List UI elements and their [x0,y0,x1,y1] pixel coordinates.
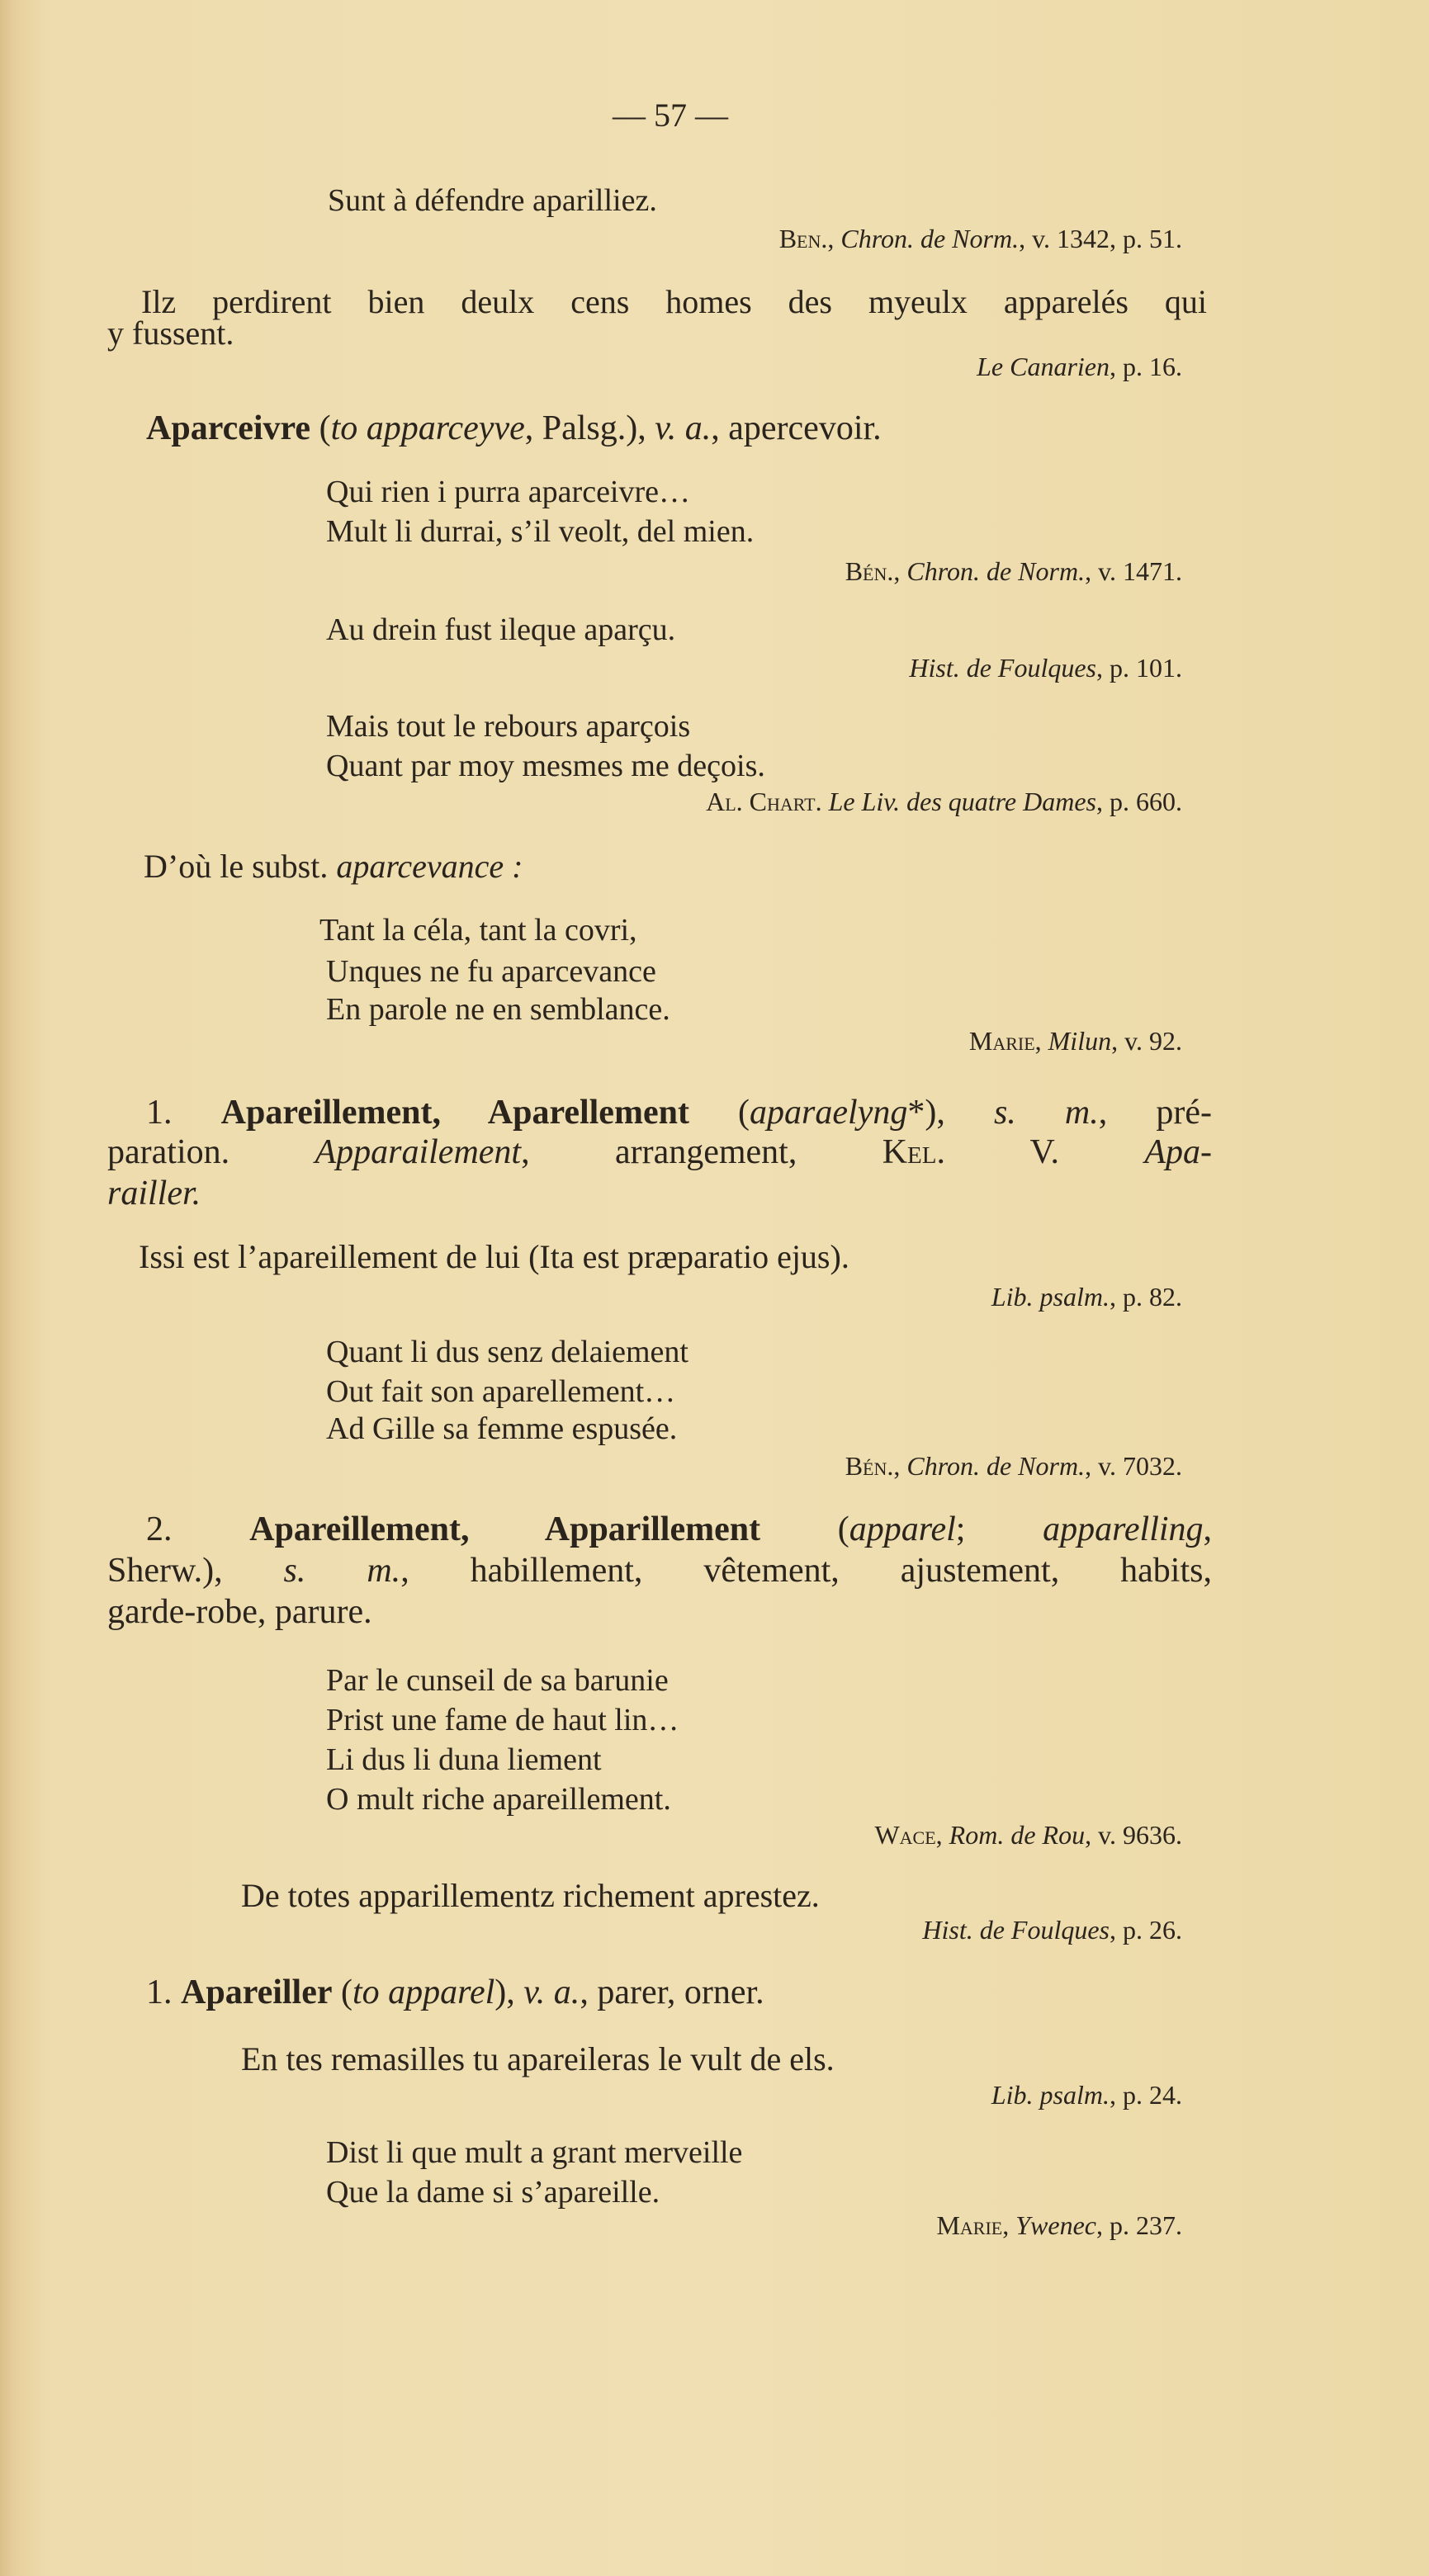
text-segment: En tes remasilles tu apareileras le vult de els. [241,2040,835,2077]
text-segment: Dist li que mult a grant merveille [326,2135,743,2171]
italic-text: to apparel [353,1973,495,2011]
italic-text: Rom. de Rou [949,1820,1086,1850]
text-segment: , habillement, vêtement, ajustement, habits, [400,1551,1212,1590]
text-segment: , v. 92. [1111,1026,1182,1056]
text-segment: — 57 — [613,97,728,134]
italic-text: v. a. [523,1973,580,2011]
text-line [141,283,1207,320]
text-segment: Ilz perdirent bien deulx cens homes des myeulx apparelés qui [141,283,1207,320]
text-segment: ( [332,1973,353,2011]
verse-line [326,1374,676,1410]
citation [969,1028,1182,1054]
headword: Aparceivre [146,409,311,447]
text-segment: De totes apparillementz richement aprestez. [241,1877,820,1914]
italic-text: Hist. de Foulques [922,1915,1110,1945]
citation [874,1822,1182,1848]
citation [779,225,1182,252]
text-line [241,2040,835,2077]
italic-text: to apparceyve [330,409,525,447]
text-segment: , p. 101. [1096,653,1182,683]
text-segment: , arrangement, [521,1132,882,1171]
italic-text: Milun [1048,1026,1112,1056]
text-segment: , v. 7032. [1085,1451,1182,1482]
text-segment: , p. 16. [1110,352,1182,382]
text-segment: , v. 1471. [1085,556,1182,587]
text-line [241,1879,820,1912]
citation [909,655,1182,681]
text-segment: paration. [107,1132,315,1171]
text-segment: Li dus li duna liement [326,1742,602,1778]
verse-line [326,1411,678,1447]
text-segment: ; [955,1510,1043,1548]
text-segment: , [893,556,907,587]
headword: Apareillement, Apparillement [249,1510,761,1548]
text-segment: Ad Gille sa femme espusée. [326,1411,678,1447]
italic-text: s. m. [993,1093,1099,1132]
author-name: Bén. [845,1451,894,1482]
verse-line [326,1742,602,1778]
text-segment: Unques ne fu aparcevance [326,954,656,990]
text-segment: garde-robe, parure. [107,1592,372,1631]
text-segment: Mult li durrai, s’il veolt, del mien. [326,514,755,550]
text-segment: Issi est l’apareillement de lui (Ita est præparatio ejus). [139,1238,849,1275]
verse-line [326,2177,660,2208]
entry-line [107,1592,372,1631]
text-segment: , p. 660. [1096,787,1182,817]
entry-line [146,411,882,446]
text-segment: , p. 24. [1110,2080,1182,2110]
text-segment: , v. 1342, p. 51. [1019,224,1182,254]
text-segment: Par le cunseil de sa barunie [326,1663,669,1699]
italic-text: Le Canarien [977,352,1110,382]
text-segment: , p. 237. [1096,2210,1182,2241]
text-segment: Sherw.), [107,1551,284,1590]
text-line [107,314,234,352]
text-segment: 1. [146,1973,181,2011]
verse-line [328,183,657,219]
italic-text: Ywenec [1015,2210,1096,2241]
text-segment: ( [310,409,331,447]
citation [991,1283,1182,1310]
page-number [0,99,1341,132]
italic-text: Hist. de Foulques [909,653,1096,683]
text-segment: Que la dame si s’apareille. [326,2175,660,2210]
text-segment: , [893,1451,907,1482]
text-segment: O mult riche apareillement. [326,1782,671,1817]
italic-text: aparaelyng [750,1093,908,1132]
verse-line [326,1784,671,1815]
headword: Apareiller [181,1973,333,2011]
text-segment: y fussent. [107,314,234,352]
entry-line [107,1132,1212,1171]
verse-line [326,1663,669,1699]
text-segment: Quant li dus senz delaiement [326,1335,688,1370]
text-segment: *), [907,1093,994,1132]
citation [977,353,1182,380]
text-segment: , [1034,1026,1048,1056]
text-segment: Au drein fust ileque aparçu. [326,612,676,648]
verse-line [326,2135,743,2171]
italic-text: Apparailement [315,1132,522,1171]
verse-line [326,1336,688,1368]
italic-text: Apa- [1144,1132,1212,1171]
entry-line [107,1553,1212,1588]
verse-line [326,1704,679,1736]
author-name: Ben. [778,224,828,254]
headword: Apareillement, Aparellement [220,1093,689,1132]
author-name: Kel. [882,1132,945,1171]
italic-text: Lib. psalm. [991,2080,1110,2110]
italic-text: apparel [849,1510,956,1548]
text-segment: , Palsg.), [524,409,655,447]
author-name: Marie [936,2210,1003,2241]
entry-line [146,1095,1212,1130]
text-segment: , pré- [1098,1093,1212,1132]
text-segment: , [1002,2210,1016,2241]
text-segment: En parole ne en semblance. [326,992,670,1028]
text-segment: Prist une fame de haut lin… [326,1703,679,1738]
verse-line [326,750,765,782]
text-segment: Out fait son aparellement… [326,1374,676,1410]
text-line [144,850,523,883]
citation [845,556,1182,587]
italic-text: Chron. de Norm. [906,1451,1086,1482]
text-segment: ( [760,1510,849,1548]
text-segment: 2. [146,1510,250,1548]
verse-line [326,992,670,1028]
italic-text: Chron. de Norm. [840,224,1020,254]
text-segment: Mais tout le rebours aparçois [326,709,691,744]
text-segment: Sunt à défendre aparilliez. [328,183,657,219]
verse-line [326,711,690,742]
author-name: Bén. [845,556,894,587]
text-segment: , parer, orner. [580,1973,764,2011]
verse-line [326,514,755,550]
text-segment: , v. 9636. [1085,1820,1182,1850]
author-name: Marie [968,1026,1035,1056]
verse-line [326,954,656,990]
text-segment: Quant par moy mesmes me deçois. [326,749,765,784]
citation [706,788,1182,815]
text-segment: , [935,1820,949,1850]
italic-text: Lib. psalm. [991,1282,1110,1312]
text-segment: 1. [146,1093,221,1132]
text-segment: ( [688,1093,750,1132]
citation [922,1917,1182,1943]
verse-line [326,476,690,508]
text-segment: D’où le subst. [144,848,337,885]
text-segment: , [827,224,841,254]
italic-text: s. m. [283,1551,401,1590]
text-line [139,1238,849,1275]
italic-text: v. a. [655,409,712,447]
entry-line [146,1975,764,2010]
italic-text: apparelling [1043,1510,1204,1548]
entry-line [146,1512,1212,1547]
entry-line [107,1176,201,1211]
author-name: Wace [874,1820,936,1850]
text-segment: , apercevoir. [711,409,882,447]
text-segment: ), [494,1973,524,2011]
citation [845,1451,1182,1482]
italic-text: aparcevance : [336,848,523,885]
text-segment [822,787,829,816]
italic-text: Chron. de Norm. [906,556,1086,587]
verse-line [326,612,676,648]
text-segment: Tant la céla, tant la covri, [319,913,637,948]
text-segment: , p. 26. [1110,1915,1182,1945]
text-segment: , [1203,1510,1213,1548]
author-name: Al. Chart. [706,787,822,817]
italic-text: railler. [107,1174,201,1212]
citation [991,2082,1182,2108]
italic-text: Le Liv. des quatre Dames [828,787,1096,817]
verse-line [319,915,637,946]
text-segment: , p. 82. [1110,1282,1182,1312]
text-segment: Qui rien i purra aparceivre… [326,475,691,510]
text-segment: V. [944,1132,1145,1171]
citation [936,2210,1182,2241]
